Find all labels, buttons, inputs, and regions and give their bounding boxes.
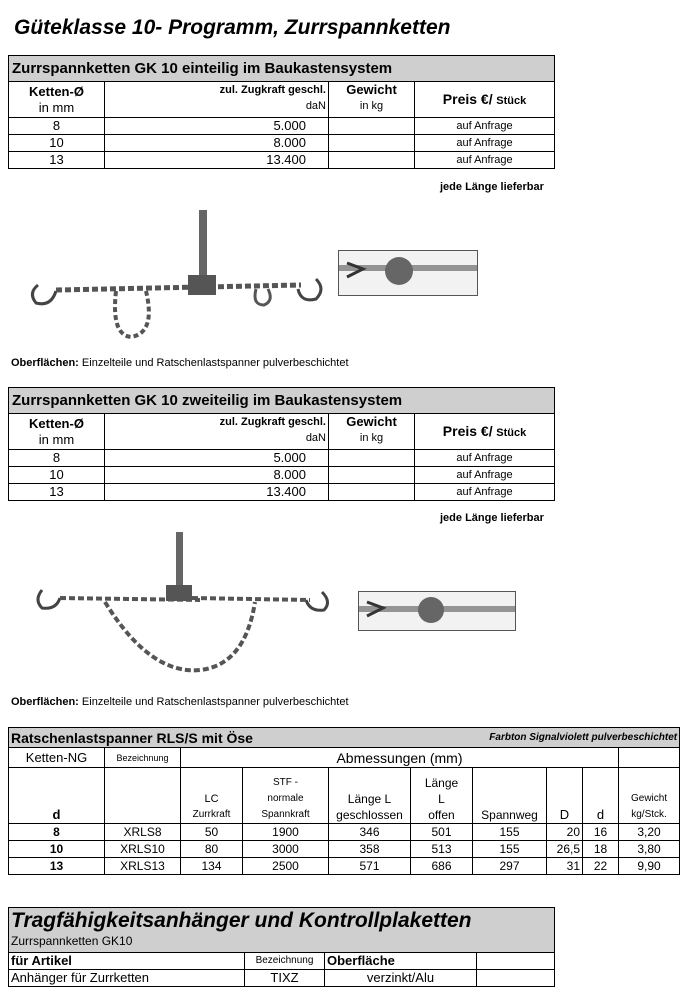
table-row: 8 XRLS8 50 1900 346 501 155 20 16 3,20 <box>9 824 680 841</box>
table-two-piece <box>8 387 555 501</box>
col-designation: Bezeichnung <box>245 953 325 970</box>
col-length-open: Länge L offen <box>411 768 473 824</box>
col-stf: STF - normale Spannkraft <box>243 768 329 824</box>
col-d-small: d <box>583 768 619 824</box>
table-row: 13 XRLS13 134 2500 571 686 297 31 22 9,90 <box>9 858 680 875</box>
two-piece-chain-image <box>30 530 340 680</box>
table-load-tags <box>8 907 555 987</box>
table-row: 8 5.000 auf Anfrage <box>9 118 555 135</box>
col-weight: Gewicht kg/Stck. <box>619 768 680 824</box>
col-weight: Gewicht in kg <box>329 82 415 118</box>
col-d-header: d <box>9 768 105 824</box>
col-price: Preis €/ Stück <box>415 414 555 450</box>
table-row: 10 8.000 auf Anfrage <box>9 135 555 152</box>
col-tension-force: zul. Zugkraft geschl. daN <box>105 82 329 118</box>
col-chain-diameter: Ketten-Ø in mm <box>9 414 105 450</box>
col-dimensions: Abmessungen (mm) <box>181 748 619 768</box>
section-heading: Ratschenlastspanner RLS/S mit Öse Farbton Signalviolett pulverbeschichtet <box>9 728 680 748</box>
table-one-piece <box>8 55 555 169</box>
col-length-closed: Länge L geschlossen <box>329 768 411 824</box>
section-heading: Tragfähigkeitsanhänger und Kontrollplaketten Zurrspannketten GK10 <box>9 908 555 953</box>
length-note: jede Länge lieferbar <box>440 181 544 193</box>
ratchet-detail-photo <box>338 250 478 296</box>
surface-caption: Oberflächen: Einzelteile und Ratschenlastspanner pulverbeschichtet <box>11 357 349 369</box>
col-chain-diameter: Ketten-Ø in mm <box>9 82 105 118</box>
ratchet-detail-photo <box>358 591 516 631</box>
section-heading: Zurrspannketten GK 10 einteilig im Baukastensystem <box>9 56 555 82</box>
section-heading: Zurrspannketten GK 10 zweiteilig im Baukastensystem <box>9 388 555 414</box>
table-row: 13 13.400 auf Anfrage <box>9 484 555 501</box>
col-chain-ng: Ketten-NG <box>9 748 105 768</box>
col-designation: Bezeichnung <box>105 748 181 768</box>
table-row: 10 XRLS10 80 3000 358 513 155 26,5 18 3,80 <box>9 841 680 858</box>
page-title: Güteklasse 10- Programm, Zurrspannketten <box>14 16 451 39</box>
table-row: 10 8.000 auf Anfrage <box>9 467 555 484</box>
table-row: 8 5.000 auf Anfrage <box>9 450 555 467</box>
col-weight: Gewicht in kg <box>329 414 415 450</box>
one-piece-chain-image <box>16 205 326 340</box>
col-tension-force: zul. Zugkraft geschl. daN <box>105 414 329 450</box>
col-article: für Artikel <box>9 953 245 970</box>
table-row: 13 13.400 auf Anfrage <box>9 152 555 169</box>
col-price: Preis €/ Stück <box>415 82 555 118</box>
table-ratchet-tensioner <box>8 727 680 875</box>
col-D: D <box>547 768 583 824</box>
length-note: jede Länge lieferbar <box>440 512 544 524</box>
col-span: Spannweg <box>473 768 547 824</box>
color-note: Farbton Signalviolett pulverbeschichtet <box>489 731 678 743</box>
surface-caption: Oberflächen: Einzelteile und Ratschenlastspanner pulverbeschichtet <box>11 696 349 708</box>
table-row: Anhänger für Zurrketten TIXZ verzinkt/Alu <box>9 970 555 987</box>
col-lc: LC Zurrkraft <box>181 768 243 824</box>
col-surface: Oberfläche <box>325 953 477 970</box>
